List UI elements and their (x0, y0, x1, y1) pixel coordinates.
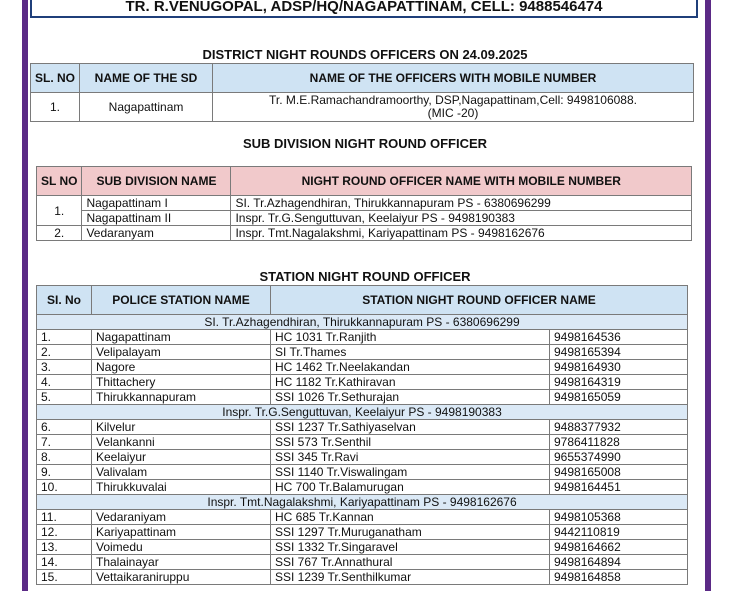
station-sl: 12. (37, 525, 92, 540)
station-sl: 13. (37, 540, 92, 555)
station-sl: 10. (37, 480, 92, 495)
station-officer: HC 1182 Tr.Kathiravan (271, 375, 550, 390)
station-sl: 1. (37, 330, 92, 345)
subdivision-title: SUB DIVISION NIGHT ROUND OFFICER (242, 136, 488, 151)
table-row (37, 570, 688, 585)
station-officer: SSI 1237 Tr.Sathiyaselvan (271, 420, 550, 435)
station-name: Velankanni (92, 435, 271, 450)
station-mobile: 9498164894 (550, 555, 688, 570)
station-mobile: 9498164536 (550, 330, 688, 345)
district-officer: Tr. M.E.Ramachandramoorthy, DSP,Nagapattinam,Cell: 9498106088. (MIC -20) (213, 93, 694, 122)
group-label: SI. Tr.Azhagendhiran, Thirukkannapuram PS - 6380696299 (37, 315, 688, 330)
table-row (37, 330, 688, 345)
station-name: Nagore (92, 360, 271, 375)
station-mobile: 9786411828 (550, 435, 688, 450)
station-sl: 15. (37, 570, 92, 585)
col-officer: NAME OF THE OFFICERS WITH MOBILE NUMBER (213, 64, 694, 93)
station-mobile: 9498164858 (550, 570, 688, 585)
station-sl: 7. (37, 435, 92, 450)
table-row (37, 480, 688, 495)
station-officer: SSI 573 Tr.Senthil (271, 435, 550, 450)
station-officer: HC 700 Tr.Balamurugan (271, 480, 550, 495)
table-row (37, 360, 688, 375)
group-header-row (37, 495, 688, 510)
page-header: TR. R.VENUGOPAL, ADSP/HQ/NAGAPATTINAM, CELL: 9488546474 (30, 0, 698, 18)
station-sl: 3. (37, 360, 92, 375)
sd-officer: Inspr. Tmt.Nagalakshmi, Kariyapattinam PS - 9498162676 (231, 226, 692, 241)
sd-name: Nagapattinam I (82, 196, 231, 211)
group-header-row (37, 405, 688, 420)
table-row (37, 525, 688, 540)
station-officer: HC 1462 Tr.Neelakandan (271, 360, 550, 375)
station-mobile: 9498164930 (550, 360, 688, 375)
station-name: Thirukkannapuram (92, 390, 271, 405)
station-mobile: 9655374990 (550, 450, 688, 465)
table-row (37, 465, 688, 480)
table-row (37, 345, 688, 360)
station-name: Thittachery (92, 375, 271, 390)
table-row (37, 196, 692, 211)
station-name: Thalainayar (92, 555, 271, 570)
station-officer: SSI 1332 Tr.Singaravel (271, 540, 550, 555)
station-mobile: 9498164662 (550, 540, 688, 555)
station-name: Vettaikaraniruppu (92, 570, 271, 585)
station-name: Nagapattinam (92, 330, 271, 345)
right-border-bar (705, 0, 711, 591)
table-row (37, 450, 688, 465)
sd-officer: Inspr. Tr.G.Senguttuvan, Keelaiyur PS - 9498190383 (231, 211, 692, 226)
station-sl: 11. (37, 510, 92, 525)
station-mobile: 9498165394 (550, 345, 688, 360)
station-table (36, 285, 688, 585)
district-table (30, 63, 694, 122)
col-police-station: POLICE STATION NAME (92, 286, 271, 315)
table-row (37, 540, 688, 555)
col-officer: NIGHT ROUND OFFICER NAME WITH MOBILE NUMBER (231, 167, 692, 196)
col-sl: SL. NO (31, 64, 80, 93)
table-row (37, 375, 688, 390)
sd-name: Nagapattinam II (82, 211, 231, 226)
sd-name: Vedaranyam (82, 226, 231, 241)
station-officer: SSI 1026 Tr.Sethurajan (271, 390, 550, 405)
station-mobile: 9498164451 (550, 480, 688, 495)
station-sl: 2. (37, 345, 92, 360)
station-sl: 8. (37, 450, 92, 465)
col-sl: SL NO (37, 167, 82, 196)
station-officer: SSI 345 Tr.Ravi (271, 450, 550, 465)
station-mobile: 9498105368 (550, 510, 688, 525)
station-sl: 5. (37, 390, 92, 405)
sd-officer: SI. Tr.Azhagendhiran, Thirukkannapuram PS - 6380696299 (231, 196, 692, 211)
station-officer: SSI 1140 Tr.Viswalingam (271, 465, 550, 480)
group-label: Inspr. Tr.G.Senguttuvan, Keelaiyur PS - 9498190383 (37, 405, 688, 420)
station-officer: SI Tr.Thames (271, 345, 550, 360)
table-row (37, 211, 692, 226)
station-officer: HC 685 Tr.Kannan (271, 510, 550, 525)
col-sd: NAME OF THE SD (80, 64, 213, 93)
station-mobile: 9498164319 (550, 375, 688, 390)
sd-sl: 2. (37, 226, 82, 241)
station-mobile: 9488377932 (550, 420, 688, 435)
station-officer: SSI 767 Tr.Annathural (271, 555, 550, 570)
table-row (37, 510, 688, 525)
station-officer: SSI 1239 Tr.Senthilkumar (271, 570, 550, 585)
table-row (37, 226, 692, 241)
station-name: Valivalam (92, 465, 271, 480)
left-border-bar (22, 0, 28, 591)
table-row (37, 435, 688, 450)
district-title: DISTRICT NIGHT ROUNDS OFFICERS ON 24.09.2025 (202, 47, 528, 62)
station-name: Kariyapattinam (92, 525, 271, 540)
group-header-row (37, 315, 688, 330)
station-name: Keelaiyur (92, 450, 271, 465)
district-sl: 1. (31, 93, 80, 122)
station-officer: HC 1031 Tr.Ranjith (271, 330, 550, 345)
sd-sl: 1. (37, 196, 82, 226)
station-sl: 14. (37, 555, 92, 570)
station-mobile: 9442110819 (550, 525, 688, 540)
station-sl: 4. (37, 375, 92, 390)
district-sd: Nagapattinam (80, 93, 213, 122)
station-name: Vedaraniyam (92, 510, 271, 525)
col-officer: STATION NIGHT ROUND OFFICER NAME (271, 286, 688, 315)
station-officer: SSI 1297 Tr.Muruganatham (271, 525, 550, 540)
table-row (37, 555, 688, 570)
station-sl: 6. (37, 420, 92, 435)
station-name: Kilvelur (92, 420, 271, 435)
station-title: STATION NIGHT ROUND OFFICER (259, 269, 471, 284)
station-mobile: 9498165008 (550, 465, 688, 480)
group-label: Inspr. Tmt.Nagalakshmi, Kariyapattinam PS - 9498162676 (37, 495, 688, 510)
station-mobile: 9498165059 (550, 390, 688, 405)
table-row (37, 390, 688, 405)
station-sl: 9. (37, 465, 92, 480)
table-row (37, 420, 688, 435)
station-name: Velipalayam (92, 345, 271, 360)
station-name: Voimedu (92, 540, 271, 555)
subdivision-table (36, 166, 692, 241)
col-subdivision: SUB DIVISION NAME (82, 167, 231, 196)
col-sl: SI. No (37, 286, 92, 315)
station-name: Thirukkuvalai (92, 480, 271, 495)
